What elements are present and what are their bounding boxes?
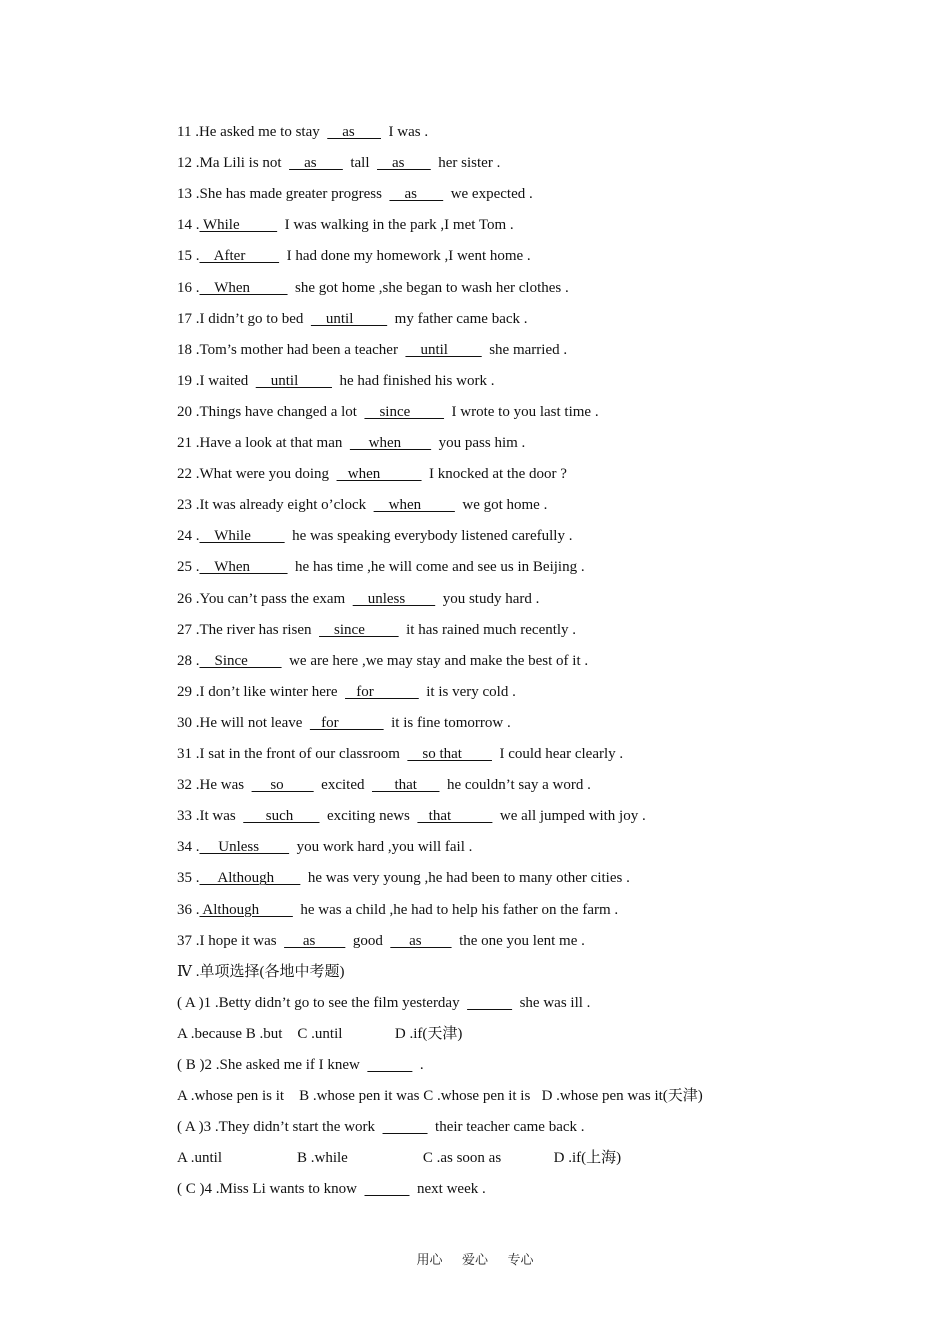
answer-blank: when — [349, 435, 432, 451]
exercise-line — [177, 402, 599, 422]
answer-blank: for — [309, 714, 384, 731]
answer-blank: so that — [407, 746, 492, 762]
answer-blank: unless — [352, 590, 436, 607]
exercise-line — [177, 340, 567, 360]
exercise-line — [177, 651, 588, 671]
answer-blank — [365, 1181, 410, 1197]
answer-blank: as — [377, 155, 431, 172]
exercise-line — [177, 1024, 462, 1044]
line-text: 32 .He was — [177, 777, 252, 794]
exercise-line — [177, 122, 428, 142]
exercise-line — [177, 900, 618, 920]
line-text: exciting news — [319, 808, 418, 825]
exercise-line — [177, 1148, 621, 1168]
line-text: I could hear clearly . — [491, 746, 624, 762]
line-text: he had finished his work . — [332, 372, 495, 389]
line-text: I knocked at the door ? — [421, 466, 567, 483]
line-text: I was . — [381, 124, 429, 140]
exercise-line — [177, 589, 539, 609]
exercise-line — [177, 806, 646, 826]
line-text: 11 .He asked me to stay — [177, 124, 328, 140]
line-text: tall — [342, 155, 378, 172]
exercise-line — [177, 464, 567, 484]
exercise-line — [177, 837, 472, 857]
line-text: 21 .Have a look at that man — [177, 435, 350, 451]
answer-blank — [383, 1119, 428, 1135]
answer-blank: as — [390, 932, 452, 949]
line-text: she married . — [481, 341, 568, 358]
line-text: 28 . — [177, 652, 200, 669]
exercise-line — [177, 1179, 486, 1199]
line-text: 34 . — [177, 839, 200, 856]
line-text: I had done my homework ,I went home . — [279, 248, 531, 265]
line-text: A .until B .while C .as soon as D .if(上海) — [177, 1150, 622, 1167]
line-text: 35 . — [177, 870, 200, 887]
line-text: 18 .Tom’s mother had been a teacher — [177, 341, 406, 358]
line-text: he was a child ,he had to help his father on the farm . — [292, 901, 619, 918]
line-text: A .whose pen is it B .whose pen it was C .whose pen it is D .whose pen was it(天津) — [177, 1088, 703, 1105]
answer-blank: for — [345, 683, 419, 700]
exercise-line — [177, 620, 576, 640]
line-text: he couldn’t say a word . — [439, 777, 591, 794]
exercise-line — [177, 153, 500, 173]
line-text: 16 . — [177, 279, 200, 296]
line-text: we expected . — [443, 186, 533, 203]
answer-blank: Although — [199, 901, 293, 918]
line-text: their teacher came back . — [427, 1119, 585, 1136]
line-text: 20 .Things have changed a lot — [177, 403, 365, 420]
line-text: ( C )4 .Miss Li wants to know — [177, 1181, 365, 1198]
line-text: 13 .She has made greater progress — [177, 186, 390, 203]
answer-blank: that — [417, 808, 493, 825]
answer-blank: as — [389, 186, 444, 203]
line-text: good — [345, 932, 391, 949]
line-text: I was walking in the park ,I met Tom . — [277, 217, 514, 234]
line-text: 26 .You can’t pass the exam — [177, 590, 353, 607]
answer-blank — [367, 1057, 412, 1073]
answer-blank: Although — [199, 870, 301, 887]
answer-blank — [467, 995, 512, 1011]
exercise-line — [177, 962, 344, 982]
answer-blank: While — [199, 217, 278, 234]
exercise-line — [177, 495, 547, 515]
line-text: 23 .It was already eight o’clock — [177, 497, 374, 514]
exercise-line — [177, 1086, 703, 1106]
line-text: my father came back . — [387, 310, 528, 327]
line-text: you pass him . — [431, 435, 526, 451]
answer-blank: Since — [199, 652, 282, 669]
exercise-line — [177, 868, 630, 888]
line-text: 36 . — [177, 901, 200, 918]
line-text: we all jumped with joy . — [492, 808, 646, 825]
line-text: 22 .What were you doing — [177, 466, 337, 483]
exercise-line — [177, 309, 528, 329]
exercise-line — [177, 184, 533, 204]
line-text: 31 .I sat in the front of our classroom — [177, 746, 408, 762]
exercise-line — [177, 713, 511, 733]
line-text: her sister . — [430, 155, 501, 172]
line-text: it is fine tomorrow . — [383, 714, 511, 731]
answer-blank: until — [255, 372, 332, 389]
answer-blank: when — [373, 497, 455, 514]
exercise-line — [177, 371, 494, 391]
exercise-line — [177, 1055, 424, 1075]
line-text: 37 .I hope it was — [177, 932, 285, 949]
line-text: I wrote to you last time . — [444, 403, 599, 420]
line-text: he was speaking everybody listened carefully . — [284, 528, 573, 545]
page-footer: 用心 爱心 专心 — [416, 1252, 534, 1267]
answer-blank: until — [310, 310, 388, 327]
answer-blank: as — [289, 155, 343, 172]
line-text: 24 . — [177, 528, 200, 545]
exercise-line — [177, 433, 525, 453]
exercise-line — [177, 775, 591, 795]
answer-blank: After — [199, 248, 280, 265]
line-text: 33 .It was — [177, 808, 244, 825]
line-text: 29 .I don’t like winter here — [177, 683, 346, 700]
line-text: . — [412, 1057, 424, 1073]
exercise-line — [177, 278, 569, 298]
exercise-line — [177, 246, 531, 266]
exercise-line — [177, 931, 585, 951]
exercise-line — [177, 744, 623, 764]
line-text: 12 .Ma Lili is not — [177, 155, 290, 172]
line-text: 25 . — [177, 559, 200, 576]
line-text: 27 .The river has risen — [177, 621, 320, 638]
line-text: 15 . — [177, 248, 200, 265]
answer-blank: when — [336, 466, 422, 483]
exercise-line — [177, 993, 590, 1013]
answer-blank: that — [371, 777, 440, 794]
line-text: ( B )2 .She asked me if I knew — [177, 1057, 368, 1073]
answer-blank: as — [327, 124, 381, 140]
line-text: we got home . — [454, 497, 548, 514]
answer-blank: since — [319, 621, 399, 638]
line-text: you study hard . — [435, 590, 540, 607]
line-text: Ⅳ .单项选择(各地中考题) — [177, 963, 345, 980]
line-text: 14 . — [177, 217, 200, 234]
line-text: ( A )3 .They didn’t start the work — [177, 1119, 383, 1136]
answer-blank: until — [405, 341, 482, 358]
exercise-line — [177, 682, 516, 702]
line-text: she got home ,she began to wash her clothes . — [287, 279, 569, 296]
exercise-line — [177, 526, 572, 546]
exercise-line — [177, 1117, 585, 1137]
line-text: it is very cold . — [418, 683, 516, 700]
line-text: excited — [313, 777, 372, 794]
line-text: 17 .I didn’t go to bed — [177, 310, 311, 327]
line-text: he was very young ,he had been to many other cities . — [300, 870, 630, 887]
line-text: she was ill . — [512, 994, 591, 1011]
line-text: 19 .I waited — [177, 372, 256, 389]
exercise-line — [177, 215, 514, 235]
answer-blank: since — [364, 403, 445, 420]
line-text: 30 .He will not leave — [177, 714, 310, 731]
line-text: you work hard ,you will fail . — [289, 839, 473, 856]
answer-blank: While — [199, 528, 285, 545]
answer-blank: Unless — [199, 839, 290, 856]
answer-blank: as — [284, 932, 346, 949]
line-text: ( A )1 .Betty didn’t go to see the film yesterday — [177, 994, 468, 1011]
line-text: A .because B .but C .until D .if(天津) — [177, 1025, 463, 1042]
line-text: we are here ,we may stay and make the best of it . — [281, 652, 589, 669]
answer-blank: When — [199, 559, 288, 576]
line-text: next week . — [409, 1181, 486, 1198]
exercise-line — [177, 557, 585, 577]
line-text: the one you lent me . — [451, 932, 585, 949]
line-text: he has time ,he will come and see us in Beijing . — [287, 559, 585, 576]
line-text: it has rained much recently . — [398, 621, 577, 638]
answer-blank: When — [199, 279, 288, 296]
answer-blank: so — [251, 777, 314, 794]
answer-blank: such — [243, 808, 320, 825]
